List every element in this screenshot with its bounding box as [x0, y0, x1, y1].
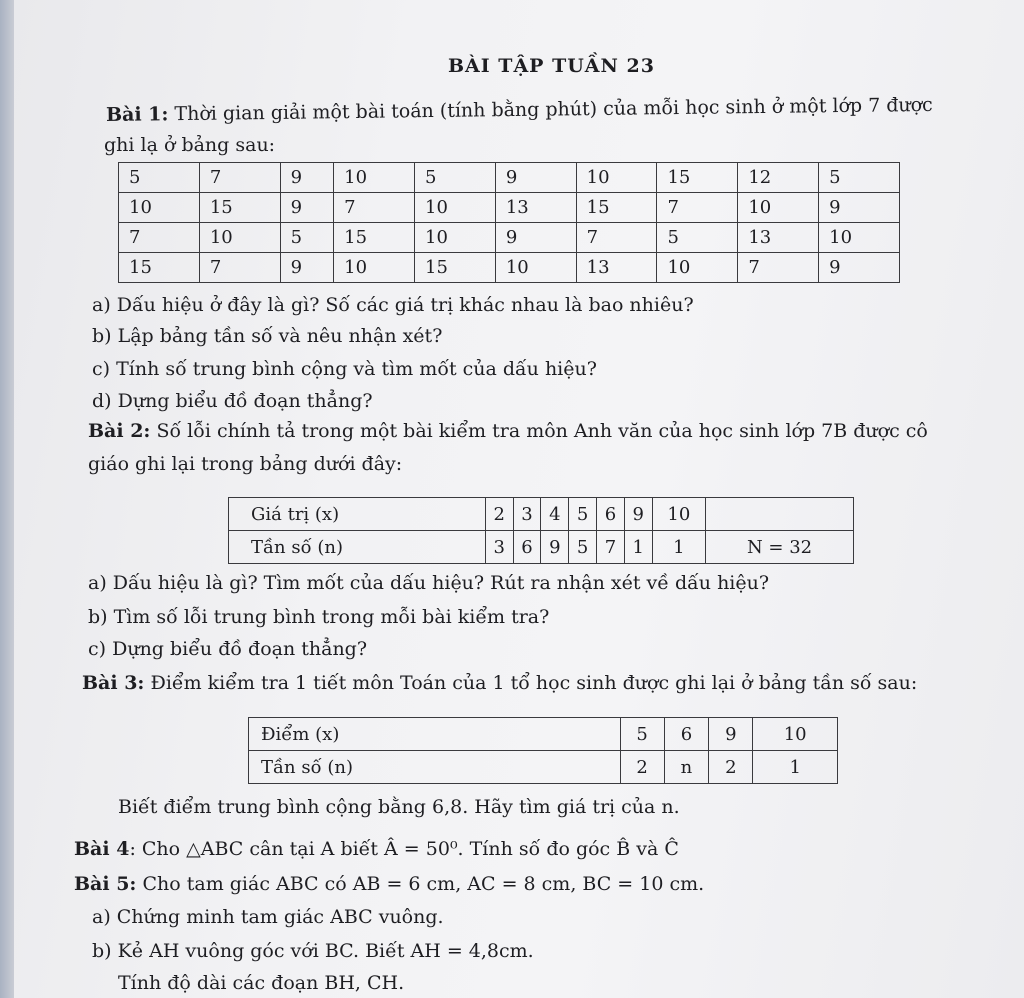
table-cell: 7 [199, 163, 280, 193]
bai4-text: : Cho △ABC cân tại A biết Â = 50⁰. Tính số đo góc B̂ và Ĉ [129, 838, 679, 860]
table-cell: 9 [280, 163, 334, 193]
table-cell: 7 [199, 253, 280, 283]
table-row [229, 531, 854, 564]
table-cell: 7 [657, 193, 738, 223]
table-cell: 1 [753, 751, 838, 784]
table-cell: N = 32 [706, 531, 854, 564]
table-cell: Tần số (n) [229, 531, 486, 564]
bai1-question-c: c) Tính số trung bình cộng và tìm mốt của dấu hiệu? [92, 358, 597, 380]
bai2-frequency-table [228, 497, 854, 564]
table-cell: 10 [495, 253, 576, 283]
table-cell: 10 [652, 498, 705, 531]
table-cell: 12 [738, 163, 819, 193]
background-edge [0, 0, 14, 998]
bai4-line [74, 838, 679, 860]
table-cell: 10 [415, 193, 496, 223]
table-cell: 9 [280, 193, 334, 223]
table-cell: 10 [119, 193, 200, 223]
table-cell: 9 [280, 253, 334, 283]
table-cell: 3 [485, 531, 513, 564]
bai1-question-a: a) Dấu hiệu ở đây là gì? Số các giá trị khác nhau là bao nhiêu? [92, 294, 694, 316]
table-cell: 9 [819, 253, 900, 283]
table-cell: 4 [541, 498, 569, 531]
bai2-question-c: c) Dựng biểu đồ đoạn thẳng? [88, 638, 368, 660]
table-cell: 5 [569, 498, 597, 531]
table-cell: 5 [280, 223, 334, 253]
table-cell: 10 [199, 223, 280, 253]
table-cell: 9 [624, 498, 652, 531]
table-cell: 7 [576, 223, 657, 253]
bai5-question-b-line2: Tính độ dài các đoạn BH, CH. [118, 972, 405, 994]
table-cell: 10 [738, 193, 819, 223]
table-row [119, 223, 900, 253]
table-row [249, 718, 838, 751]
table-cell: 15 [119, 253, 200, 283]
table-row [249, 751, 838, 784]
table-cell: 5 [415, 163, 496, 193]
table-cell: 7 [597, 531, 625, 564]
table-cell: 13 [738, 223, 819, 253]
table-cell: 15 [334, 223, 415, 253]
table-cell: 5 [569, 531, 597, 564]
table-cell: Giá trị (x) [229, 498, 486, 531]
table-cell: n [664, 751, 709, 784]
table-cell: 13 [576, 253, 657, 283]
table-cell: 15 [657, 163, 738, 193]
table-cell: 1 [624, 531, 652, 564]
bai1-question-d: d) Dựng biểu đồ đoạn thẳng? [92, 390, 373, 412]
table-cell: 15 [199, 193, 280, 223]
table-cell: 5 [620, 718, 664, 751]
table-cell: 1 [652, 531, 705, 564]
bai4-label: Bài 4 [74, 838, 130, 860]
table-cell: 15 [415, 253, 496, 283]
table-cell: 7 [334, 193, 415, 223]
bai5-question-b: b) Kẻ AH vuông góc với BC. Biết AH = 4,8cm. [92, 940, 534, 962]
bai2-intro-line2: giáo ghi lại trong bảng dưới đây: [88, 453, 403, 475]
table-cell: 9 [541, 531, 569, 564]
table-cell: 2 [620, 751, 664, 784]
bai1-question-b: b) Lập bảng tần số và nêu nhận xét? [92, 325, 443, 347]
table-cell: 2 [709, 751, 753, 784]
bai3-intro [82, 672, 917, 694]
table-cell: 10 [753, 718, 838, 751]
bai2-question-a: a) Dấu hiệu là gì? Tìm mốt của dấu hiệu? Rút ra nhận xét về dấu hiệu? [88, 572, 770, 594]
bai5-question-a: a) Chứng minh tam giác ABC vuông. [92, 906, 444, 928]
table-cell: 10 [415, 223, 496, 253]
table-row [119, 163, 900, 193]
table-cell: 6 [597, 498, 625, 531]
bai5-label: Bài 5: [74, 873, 137, 895]
table-cell: 10 [576, 163, 657, 193]
bai1-data-table [118, 162, 900, 283]
table-cell: 10 [657, 253, 738, 283]
bai2-label: Bài 2: [88, 420, 151, 442]
table-cell: 10 [819, 223, 900, 253]
bai3-note: Biết điểm trung bình cộng bằng 6,8. Hãy tìm giá trị của n. [118, 796, 680, 818]
bai5-text: Cho tam giác ABC có AB = 6 cm, AC = 8 cm, BC = 10 cm. [136, 873, 705, 895]
bai2-intro-text: Số lỗi chính tả trong một bài kiểm tra môn Anh văn của học sinh lớp 7B được cô [150, 420, 928, 442]
table-cell: 5 [119, 163, 200, 193]
table-cell: 6 [664, 718, 709, 751]
bai3-intro-text: Điểm kiểm tra 1 tiết môn Toán của 1 tổ học sinh được ghi lại ở bảng tần số sau: [144, 672, 918, 694]
bai5-line [74, 873, 704, 895]
table-row [119, 193, 900, 223]
bai3-label: Bài 3: [82, 672, 145, 694]
table-cell: 15 [576, 193, 657, 223]
table-cell: 10 [334, 253, 415, 283]
table-cell: 2 [485, 498, 513, 531]
table-cell: 9 [495, 163, 576, 193]
table-cell: 7 [119, 223, 200, 253]
bai2-intro [88, 420, 928, 442]
worksheet-title: BÀI TẬP TUẦN 23 [448, 55, 655, 77]
table-cell: 5 [657, 223, 738, 253]
table-cell: 9 [709, 718, 753, 751]
bai3-frequency-table [248, 717, 838, 784]
table-row [229, 498, 854, 531]
table-cell: Tần số (n) [249, 751, 621, 784]
table-cell: 9 [495, 223, 576, 253]
table-cell: 9 [819, 193, 900, 223]
bai2-question-b: b) Tìm số lỗi trung bình trong mỗi bài kiểm tra? [88, 606, 550, 628]
bai1-intro-line2: ghi lạ ở bảng sau: [104, 134, 276, 156]
table-cell: 5 [819, 163, 900, 193]
table-cell: 3 [513, 498, 541, 531]
table-cell: 10 [334, 163, 415, 193]
table-cell: 13 [495, 193, 576, 223]
table-cell: Điểm (x) [249, 718, 621, 751]
table-cell [706, 498, 854, 531]
table-row [119, 253, 900, 283]
bai1-label: Bài 1: [105, 103, 169, 126]
bai1-intro-text: Thời gian giải một bài toán (tính bằng phút) của mỗi học sinh ở một lớp 7 được [168, 93, 933, 126]
table-cell: 7 [738, 253, 819, 283]
table-cell: 6 [513, 531, 541, 564]
